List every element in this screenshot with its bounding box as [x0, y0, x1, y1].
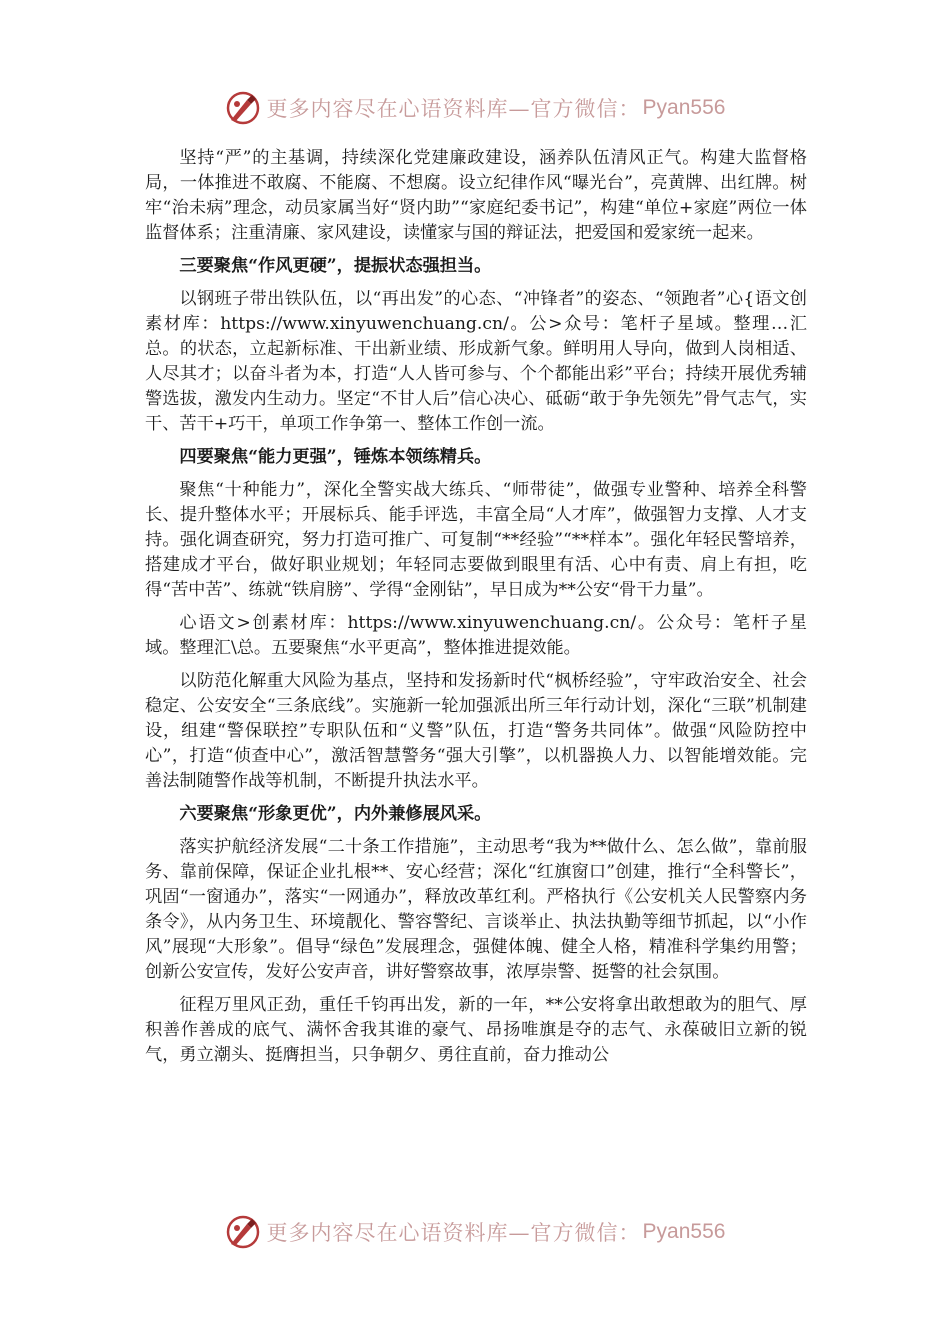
paragraph: 以防范化解重大风险为基点，坚持和发扬新时代“枫桥经验”，守牢政治安全、社会稳定、公安安全“三条底线”。实施新一轮加强派出所三年行动计划，深化“三联”机制建设，组建“警保联控”专职队伍和“义警”队伍，打造“警务共同体”。做强“风险防控中心”，打造“侦查中心”，激活智慧警务“强大引擎”，以机器换人力、以智能增效能。完善法制随警作战等机制，不断提升执法水平。	[145, 671, 807, 791]
section-heading: 六要聚焦“形象更优”，内外兼修展风采。	[179, 804, 492, 824]
paragraph: 坚持“严”的主基调，持续深化党建廉政建设，涵养队伍清风正气。构建大监督格局，一体推进不敢腐、不能腐、不想腐。设立纪律作风“曝光台”，亮黄牌、出红牌。树牢“治未病”理念，动员家属当好“贤内助”“家庭纪委书记”，构建“单位+家庭”两位一体监督体系；注重清廉、家风建设，读懂家与国的辩证法，把爱国和爱家统一起来。	[145, 148, 807, 243]
paragraph: 征程万里风正劲，重任千钧再出发，新的一年，**公安将拿出敢想敢为的胆气、厚积善作善成的底气、满怀舍我其谁的豪气、昂扬唯旗是夺的志气、永葆破旧立新的锐气，勇立潮头、挺膺担当，只争朝夕、勇往直前，奋力推动公	[145, 995, 807, 1065]
paragraph: 落实护航经济发展“二十条工作措施”，主动思考“我为**做什么、怎么做”，靠前服务、靠前保障，保证企业扎根**、安心经营；深化“红旗窗口”创建，推行“全科警长”，巩固“一窗通办”，落实“一网通办”，释放改革红利。严格执行《公安机关人民警察内务条令》，从内务卫生、环境靓化、警容警纪、言谈举止、执法执勤等细节抓起，以“小作风”展现“大形象”。倡导“绿色”发展理念，强健体魄、健全人格，精准科学集约用警；创新公安宣传，发好公安声音，讲好警察故事，浓厚崇警、挺警的社会氛围。	[145, 837, 807, 982]
banner-wechat-id: Pyan556	[642, 96, 726, 119]
section-heading: 三要聚焦“作风更硬”，提振状态强担当。	[179, 256, 492, 276]
paragraph: 聚焦“十种能力”，深化全警实战大练兵、“师带徒”，做强专业警种、培养全科警长、提升整体水平；开展标兵、能手评选，丰富全局“人才库”，做强智力支撑、人才支持。强化调查研究，努力打造可推广、可复制“**经验”“**样本”。强化年轻民警培养，搭建成才平台，做好职业规划；年轻同志要做到眼里有活、心中有责、肩上有担，吃得“苦中苦”、练就“铁肩膀”、学得“金刚钻”，早日成为**公安“骨干力量”。	[145, 480, 807, 600]
footer-banner	[0, 1210, 950, 1254]
document-body	[145, 146, 807, 1076]
pen-logo-icon	[225, 1214, 261, 1250]
banner-text: 更多内容尽在心语资料库—官方微信：	[266, 1221, 641, 1245]
paragraph: 心语文>创素材库：https://www.xinyuwenchuang.cn/。公众号：笔杆子星域。整理汇\总。五要聚焦“水平更高”，整体推进提效能。	[145, 613, 807, 658]
banner-text: 更多内容尽在心语资料库—官方微信：	[266, 97, 641, 121]
section-heading: 四要聚焦“能力更强”，锤炼本领练精兵。	[179, 447, 492, 467]
pen-logo-icon	[225, 90, 261, 126]
header-banner	[0, 86, 950, 130]
banner-wechat-id: Pyan556	[642, 1220, 726, 1243]
paragraph: 以钢班子带出铁队伍，以“再出发”的心态、“冲锋者”的姿态、“领跑者”心{语文创素材库：https://www.xinyuwenchuang.cn/。公>众号：笔杆子星域。整理…汇总。的状态，立起新标准、干出新业绩、形成新气象。鲜明用人导向，做到人岗相适、人尽其才；以奋斗者为本，打造“人人皆可参与、个个都能出彩”平台；持续开展优秀辅警选拔，激发内生动力。坚定“不甘人后”信心决心、砥砺“敢于争先领先”骨气志气，实干、苦干+巧干，单项工作争第一、整体工作创一流。	[145, 289, 807, 434]
